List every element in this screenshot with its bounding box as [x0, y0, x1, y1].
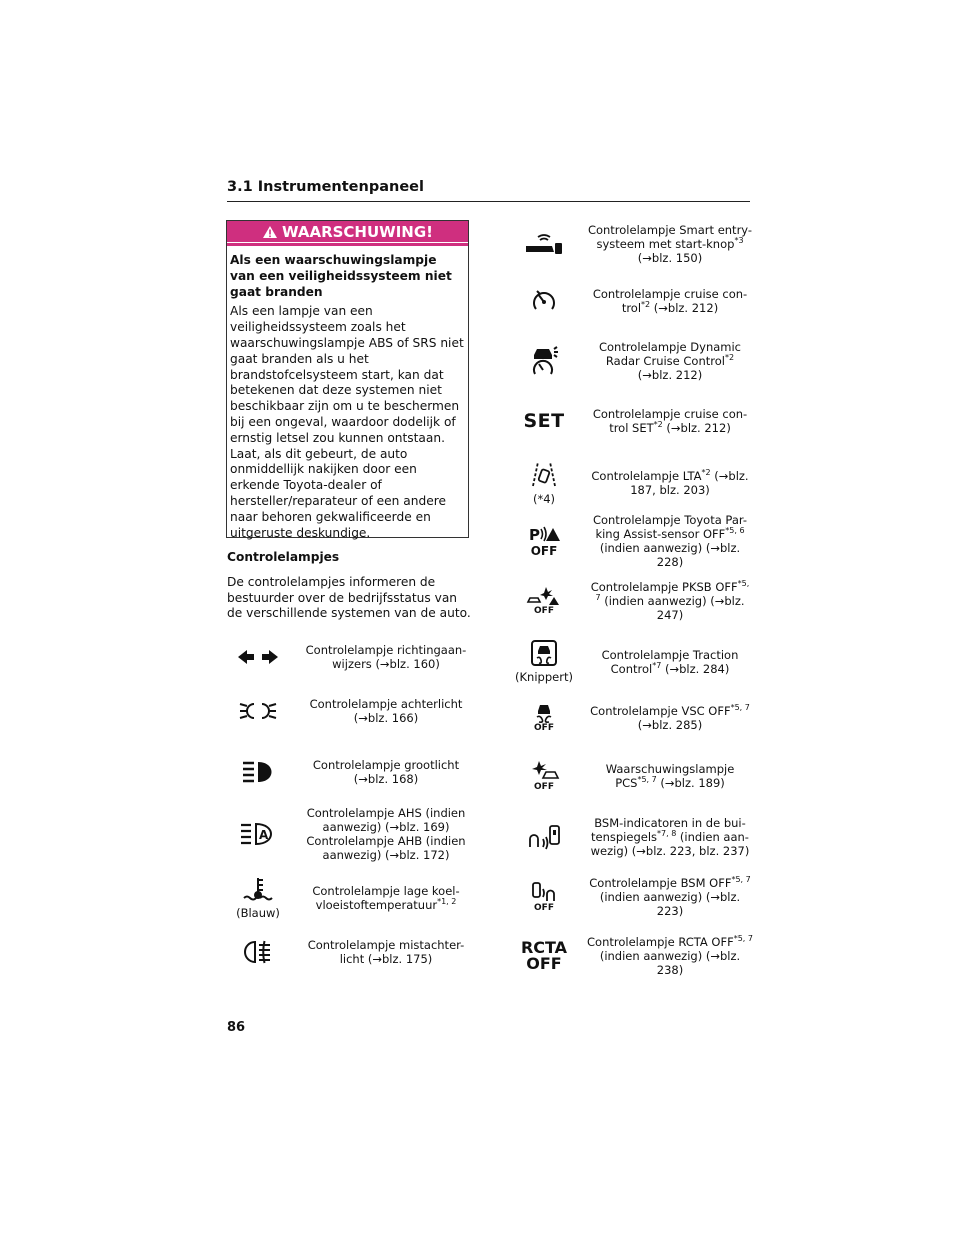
footnote-ref: *5, 7 — [637, 775, 657, 785]
footnote-ref: *2 — [701, 468, 711, 478]
bsm-off-icon — [531, 881, 557, 903]
lta-icon — [531, 460, 557, 488]
list-item — [218, 694, 471, 728]
warning-text: Als een lampje van een veiligheidssysteem zoals het waarschuwingslampje ABS of SRS niet gaat branden als u het brandstofcelsysteem start, kan dat betekenen dat deze systemen niet beschikbaar zijn om u te beschermen bij een ongeval, waardoor dodelijk of ernstig letsel zou kunnen ontstaan. Laat, als dit gebeurt, de auto onmiddellijk nakijken door een erkende Toyota-dealer of hersteller/reparateur of een andere naar behoren gekwalificeerde en uitgeruste deskundige. — [230, 304, 464, 540]
warning-body — [227, 246, 468, 541]
icon-caption: (*4) — [532, 492, 556, 506]
list-item — [504, 404, 753, 438]
item-ref: (indien aanwezig) (→blz. 228) — [599, 541, 741, 569]
item-desc — [301, 884, 471, 912]
section-title: 3.1 Instrumentenpaneel — [227, 179, 424, 195]
off-label: OFF — [534, 782, 554, 792]
item-desc — [587, 762, 753, 790]
intro-title: Controlelampjes — [227, 550, 340, 564]
dynamic-radar-cruise-icon — [529, 346, 559, 376]
off-label: OFF — [530, 543, 558, 558]
cruise-control-icon — [531, 288, 557, 314]
svg-text:A: A — [259, 828, 269, 842]
page-number: 86 — [227, 1020, 246, 1035]
item-desc — [587, 340, 753, 382]
item-ref: (indien aanwezig) (→blz. 238) — [599, 949, 741, 977]
item-desc — [587, 935, 753, 977]
item-desc — [587, 223, 753, 265]
item-text: BSM-indicatoren in de bui-tenspiegels — [591, 816, 746, 844]
bsm-indicator-icon — [527, 823, 561, 851]
list-item — [218, 640, 471, 674]
item-text: Controlelampje BSM OFF — [589, 876, 732, 890]
list-item — [504, 512, 753, 570]
footnote-ref: *1, 2 — [437, 897, 457, 907]
ahs-icon — [239, 822, 277, 846]
pcs-icon — [527, 760, 561, 782]
off-label: OFF — [534, 606, 554, 616]
item-desc — [587, 287, 753, 315]
item-text: Controlelampje PKSB OFF — [590, 580, 738, 594]
item-ref: (indien aanwezig) (→blz. 247) — [600, 594, 745, 622]
item-desc — [587, 580, 753, 622]
list-item — [504, 872, 753, 922]
list-item — [504, 458, 753, 508]
item-desc — [587, 876, 753, 918]
item-text: Controlelampje lage koel-vloeistoftemperatuur — [312, 884, 460, 912]
item-ref: (→blz. 285) — [637, 718, 703, 732]
item-text: Controlelampje Traction Control — [601, 648, 739, 676]
item-text: Controlelampje cruise con-trol — [592, 287, 748, 315]
smart-entry-icon — [524, 232, 564, 256]
set-icon: SET — [523, 410, 565, 432]
item-ref: (→blz. 284) — [661, 662, 730, 676]
item-desc: Controlelampje grootlicht (→blz. 168) — [312, 758, 460, 786]
high-beam-icon — [241, 760, 275, 784]
list-item — [504, 812, 753, 862]
item-desc — [587, 469, 753, 497]
footnote-ref: *5, 7 — [595, 579, 750, 603]
icon-caption: (Blauw) — [236, 906, 280, 920]
list-item — [218, 872, 471, 924]
footnote-ref: *2 — [653, 420, 663, 430]
list-item — [218, 934, 471, 970]
rcta-off-icon: RCTA OFF — [520, 938, 568, 973]
item-text: Waarschuwingslampje PCS — [605, 762, 735, 790]
item-ref: (→blz. 212) — [650, 301, 719, 315]
item-text: Controlelampje VSC OFF — [590, 704, 731, 718]
list-item — [504, 698, 753, 738]
tail-light-icon — [239, 700, 277, 722]
footnote-ref: *2 — [641, 300, 651, 310]
item-text: Controlelampje LTA — [591, 469, 702, 483]
footnote-ref: *7, 8 — [657, 829, 677, 839]
vsc-icon — [534, 703, 554, 723]
footnote-ref: *2 — [724, 353, 735, 363]
warning-title: WAARSCHUWING! — [281, 222, 434, 241]
warning-box — [226, 220, 469, 538]
footnote-ref: *5, 7 — [730, 703, 750, 713]
section-header — [227, 179, 750, 202]
pksb-icon — [526, 586, 562, 606]
item-desc — [587, 704, 753, 732]
footnote-ref: *7 — [652, 661, 662, 671]
rear-fog-light-icon — [243, 939, 273, 965]
intro — [227, 550, 472, 622]
parking-assist-icon — [527, 525, 561, 543]
intro-text: De controlelampjes informeren de bestuurder over de bedrijfsstatus van de verschillende systemen van de auto. — [227, 574, 471, 621]
item-ref: (→blz. 150) — [637, 251, 703, 265]
item-desc: Controlelampje richtingaan-wijzers (→blz. 160) — [305, 643, 467, 671]
item-ref: (→blz. 187, blz. 203) — [630, 469, 749, 497]
item-text: Controlelampje Dynamic Radar Cruise Control — [598, 340, 742, 368]
item-text: Controlelampje cruise con-trol SET — [592, 407, 748, 435]
item-desc — [587, 513, 753, 569]
footnote-ref: *5, 6 — [725, 526, 745, 536]
traction-control-icon — [531, 640, 557, 666]
svg-text:P: P — [529, 525, 540, 543]
list-item — [504, 222, 753, 266]
list-item — [218, 806, 471, 862]
item-text: Controlelampje Smart entry-systeem met start-knop — [587, 223, 753, 251]
item-desc — [587, 407, 753, 435]
list-item — [504, 284, 753, 318]
item-text: Controlelampje Toyota Par-king Assist-sensor OFF — [592, 513, 748, 541]
warning-subtitle: Als een waarschuwingslampje van een veiligheidssysteem niet gaat branden — [230, 253, 452, 299]
list-item — [504, 756, 753, 796]
footnote-ref: *3 — [734, 236, 744, 246]
footnote-ref: *5, 7 — [731, 875, 751, 885]
warning-header — [227, 221, 468, 242]
list-item — [504, 934, 753, 978]
item-ref: (→blz. 212) — [662, 421, 731, 435]
item-desc: Controlelampje AHS (indien aanwezig) (→blz. 169) Controlelampje AHB (indien aanwezig) (→blz. 172) — [306, 806, 466, 862]
off-label: OFF — [534, 903, 554, 913]
item-ref: (→blz. 212) — [637, 368, 703, 382]
low-coolant-temp-icon — [243, 876, 273, 902]
item-ref: (→blz. 189) — [656, 776, 725, 790]
footnote-ref: *5, 7 — [733, 934, 753, 944]
turn-signal-icon — [238, 649, 278, 665]
list-item — [504, 338, 753, 384]
item-desc — [587, 648, 753, 676]
off-label: OFF — [534, 723, 554, 733]
item-ref: (indien aanwezig) (→blz. 223) — [599, 890, 741, 918]
item-desc: Controlelampje achterlicht (→blz. 166) — [309, 697, 463, 725]
list-item — [504, 578, 753, 624]
item-text: Controlelampje RCTA OFF — [587, 935, 734, 949]
item-desc: Controlelampje mistachter-licht (→blz. 175) — [307, 938, 465, 966]
item-desc — [587, 816, 753, 858]
list-item — [504, 636, 753, 688]
item-ref: (indien aan-wezig) (→blz. 223, blz. 237) — [590, 830, 750, 858]
list-item — [218, 754, 471, 790]
warning-triangle-icon — [262, 225, 278, 239]
icon-caption: (Knippert) — [515, 670, 573, 684]
